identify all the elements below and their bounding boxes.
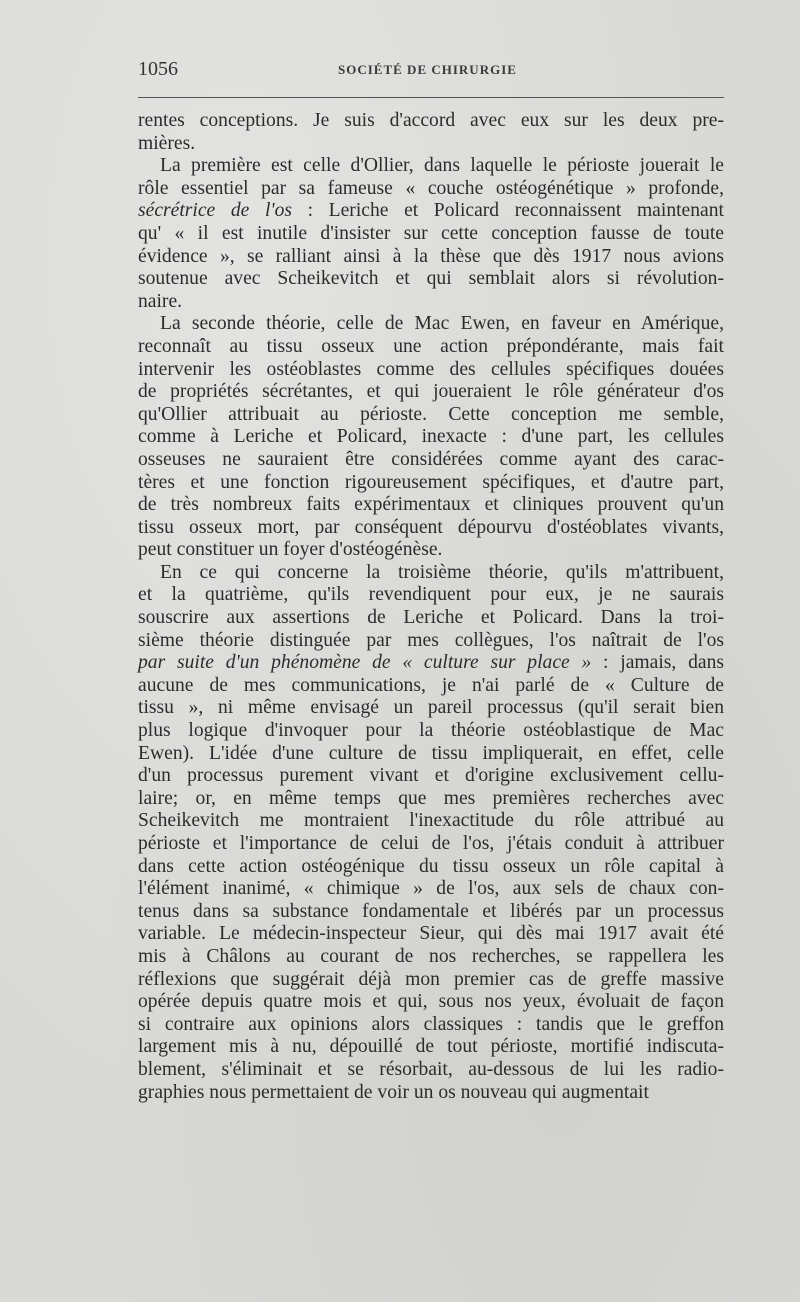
header-rule [138, 97, 724, 98]
text-line: réflexions que suggérait déjà mon premier cas de greffe massive [138, 968, 724, 990]
text-line: de propriétés sécrétantes, et qui joueraient le rôle générateur d'os [138, 381, 724, 403]
text-line: La première est celle d'Ollier, dans laquelle le périoste jouerait le [160, 155, 724, 177]
text-line: mières. [138, 132, 196, 154]
text-line: intervenir les ostéoblastes comme des cellules spécifiques douées [138, 358, 724, 380]
running-title: SOCIÉTÉ DE CHIRURGIE [338, 62, 517, 77]
text-line: qu'Ollier attribuait au périoste. Cette conception me semble, [138, 403, 724, 425]
text-line: laire; or, en même temps que mes premières recherches avec [138, 787, 724, 809]
text-line: d'un processus purement vivant et d'origine exclusivement cellu- [138, 765, 724, 787]
text-line: reconnaît au tissu osseux une action prépondérante, mais fait [138, 335, 724, 357]
text-line: de très nombreux faits expérimentaux et cliniques prouvent qu'un [138, 494, 724, 516]
text-line: rentes conceptions. Je suis d'accord avec eux sur les deux pre- [138, 110, 724, 131]
text-line: tenus dans sa substance fondamentale et libérés par un processus [138, 900, 724, 922]
text-line: opérée depuis quatre mois et qui, sous nos yeux, évoluait de façon [138, 991, 724, 1013]
paragraph [138, 562, 724, 1104]
text-line: qu' « il est inutile d'insister sur cette conception fausse de toute [138, 222, 724, 244]
text-line: sécrétrice de l'os : Leriche et Policard reconnaissent maintenant [138, 200, 724, 222]
page-number: 1056 [138, 58, 178, 80]
text-line: comme à Leriche et Policard, inexacte : d'une part, les cellules [138, 426, 724, 448]
text-line: souscrire aux assertions de Leriche et Policard. Dans la troi- [138, 607, 724, 629]
paragraph [138, 155, 724, 313]
text-line: soutenue avec Scheikevitch et qui semblait alors si révolution- [138, 268, 724, 290]
text-line: et la quatrième, qu'ils revendiquent pour eux, je ne saurais [138, 584, 724, 606]
text-line: Ewen). L'idée d'une culture de tissu impliquerait, en effet, celle [138, 742, 724, 764]
text-line: La seconde théorie, celle de Mac Ewen, en faveur en Amérique, [160, 313, 724, 335]
text-line: graphies nous permettaient de voir un os nouveau qui augmentait [138, 1081, 649, 1103]
text-line: par suite d'un phénomène de « culture sur place » : jamais, dans [138, 652, 724, 674]
text-line: sième théorie distinguée par mes collègues, l'os naîtrait de l'os [138, 629, 724, 651]
text-line: variable. Le médecin-inspecteur Sieur, qui dès mai 1917 avait été [138, 923, 724, 945]
text-line: blement, s'éliminait et se résorbait, au-dessous de lui les radio- [138, 1058, 724, 1080]
page-header [138, 58, 724, 82]
text-line: En ce qui concerne la troisième théorie, qu'ils m'attribuent, [160, 561, 724, 583]
text-line: l'élément inanimé, « chimique » de l'os, aux sels de chaux con- [138, 878, 724, 900]
text-line: aucune de mes communications, je n'ai parlé de « Culture de [138, 674, 724, 696]
text-line: dans cette action ostéogénique du tissu osseux un rôle capital à [138, 855, 724, 877]
text-line: périoste et l'importance de celui de l'os, j'étais conduit à attribuer [138, 833, 724, 854]
body-text [138, 110, 724, 1104]
text-line: évidence », se ralliant ainsi à la thèse que dès 1917 nous avions [138, 245, 724, 267]
text-line: osseuses ne sauraient être considérées comme ayant des carac- [138, 448, 724, 470]
text-line: plus logique d'invoquer pour la théorie ostéoblastique de Mac [138, 720, 724, 742]
text-line: tissu osseux mort, par conséquent dépourvu d'ostéoblates vivants, [138, 516, 724, 538]
text-line: si contraire aux opinions alors classiques : tandis que le greffon [138, 1013, 724, 1035]
text-line: naire. [138, 290, 183, 312]
text-line: tères et une fonction rigoureusement spécifiques, et d'autre part, [138, 471, 724, 493]
text-line: rôle essentiel par sa fameuse « couche ostéogénétique » profonde, [138, 177, 724, 199]
text-line: peut constituer un foyer d'ostéogénèse. [138, 539, 443, 561]
text-line: largement mis à nu, dépouillé de tout périoste, mortifié indiscuta- [138, 1036, 724, 1058]
text-line: Scheikevitch me montraient l'inexactitude du rôle attribué au [138, 810, 724, 832]
paragraph [138, 313, 724, 562]
text-line: tissu », ni même envisagé un pareil processus (qu'il serait bien [138, 697, 724, 719]
paragraph [138, 110, 724, 155]
text-line: mis à Châlons au courant de nos recherches, se rappellera les [138, 945, 724, 967]
